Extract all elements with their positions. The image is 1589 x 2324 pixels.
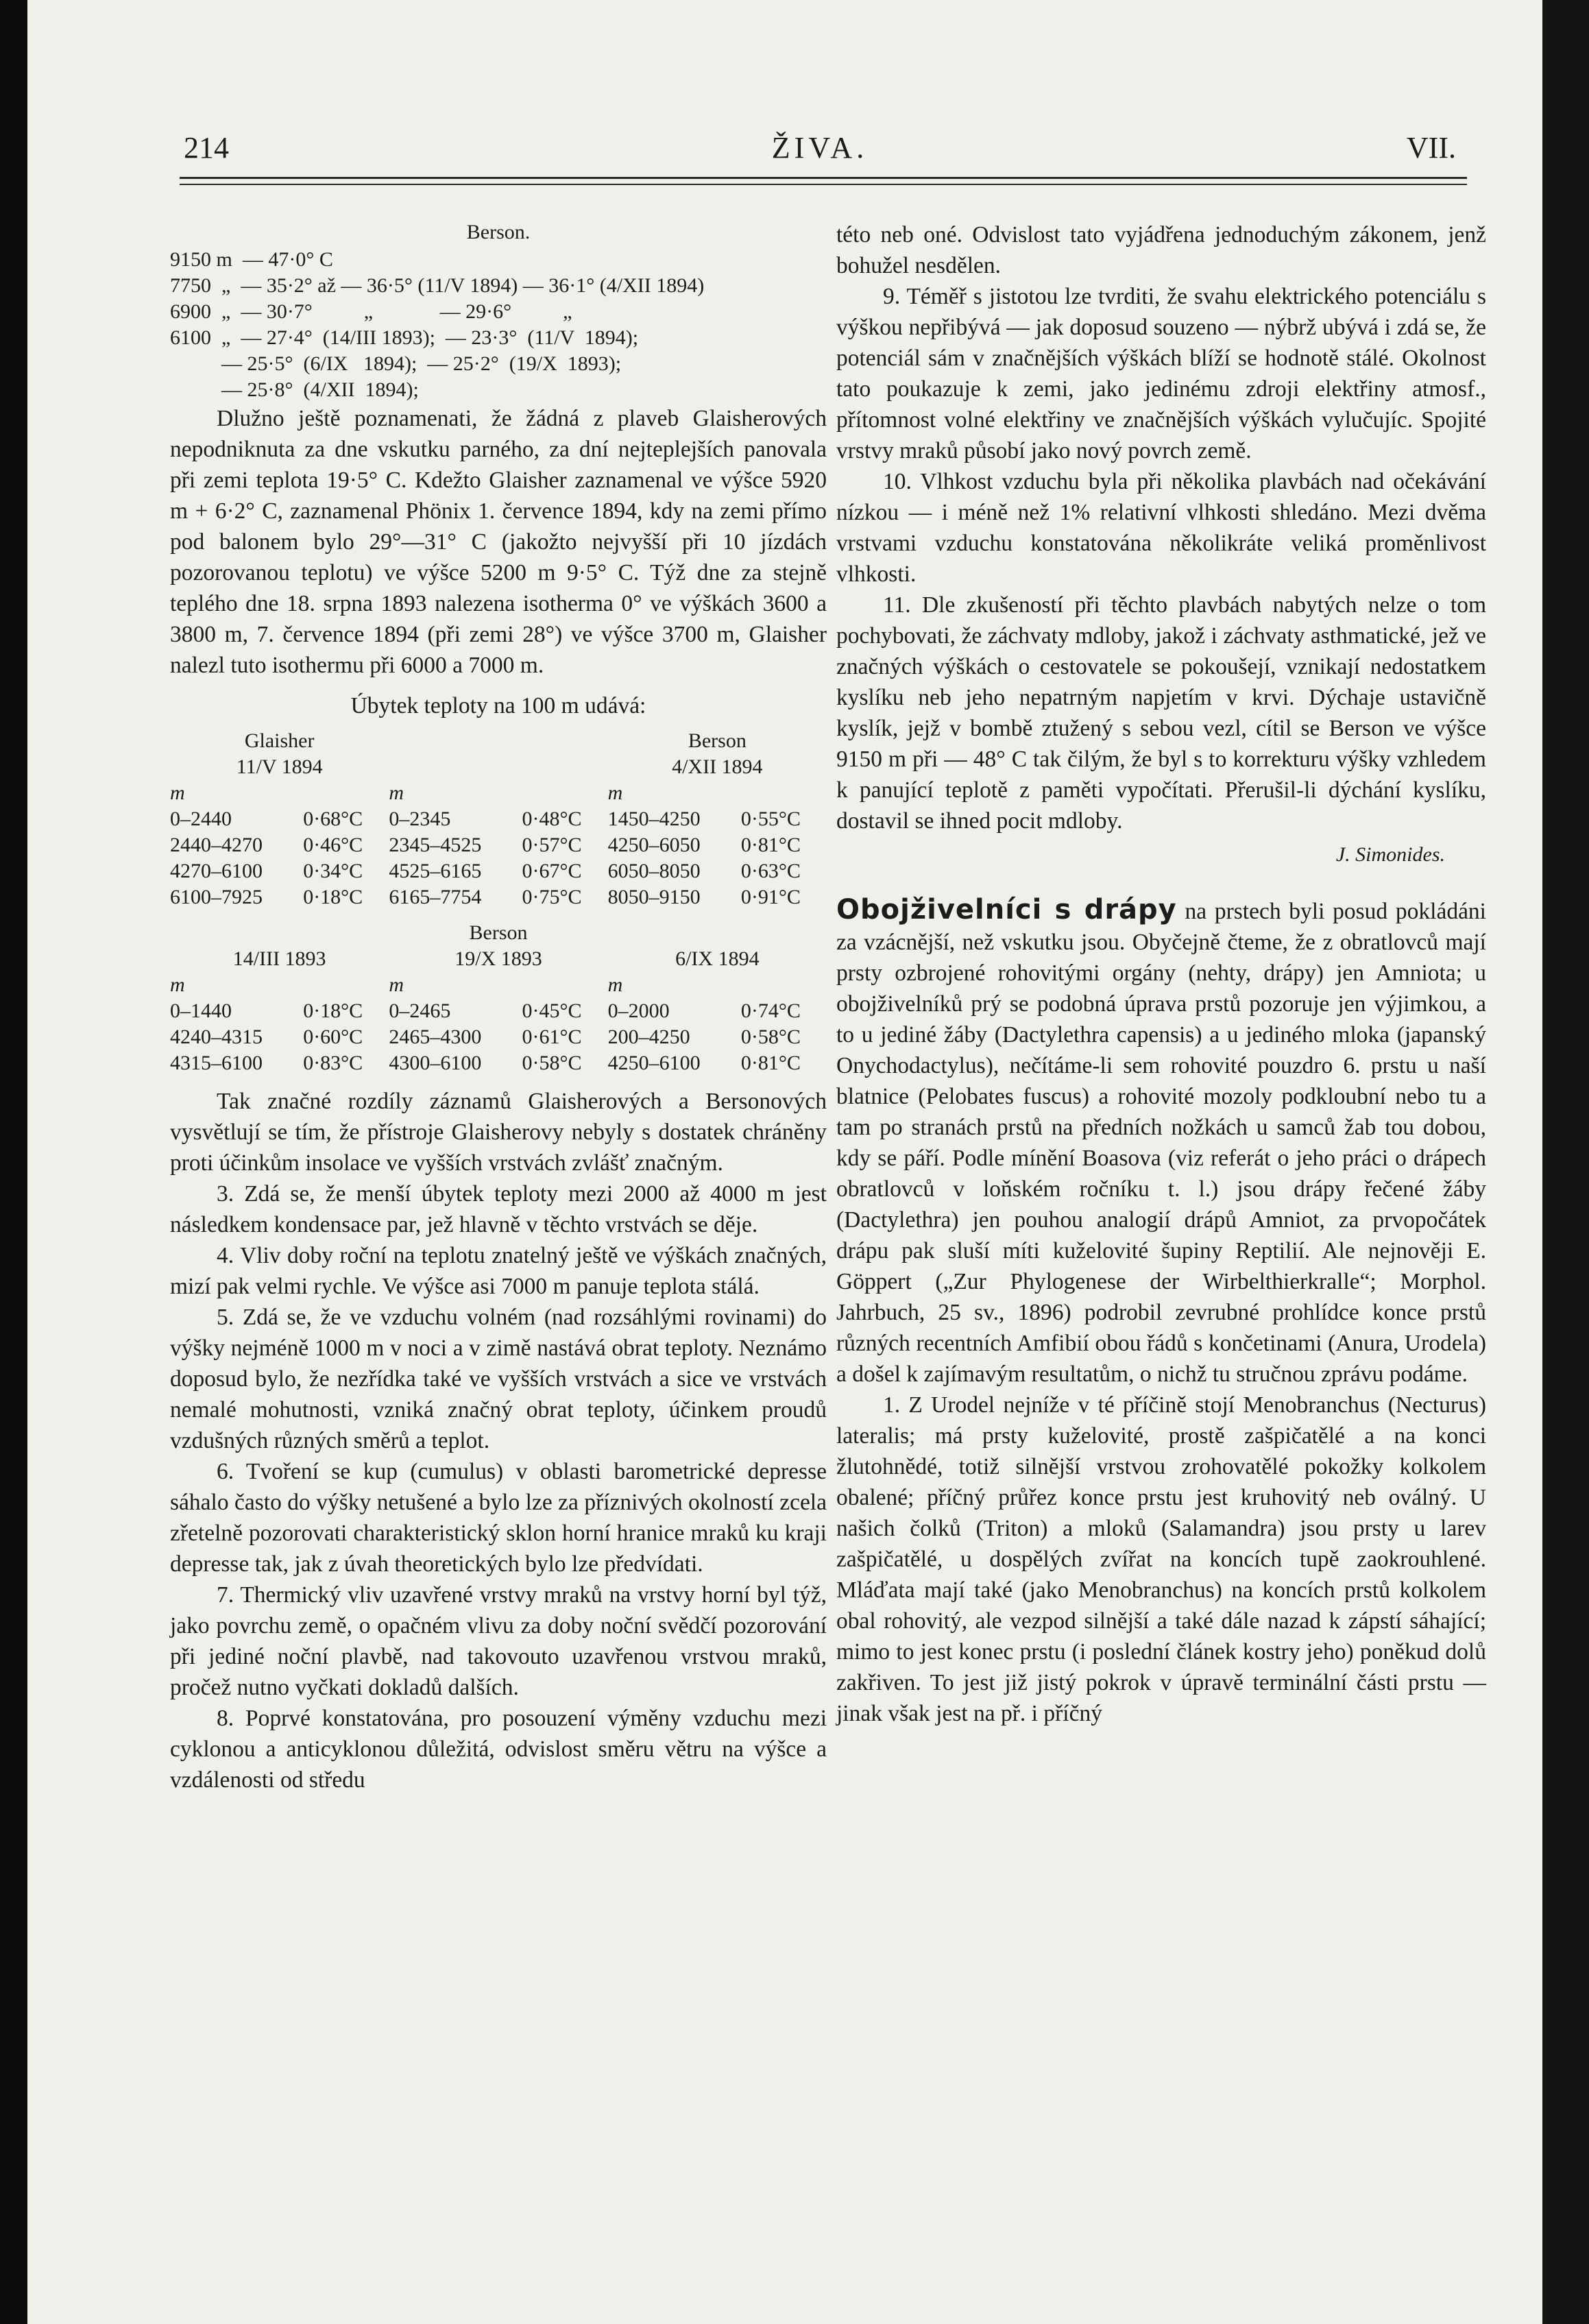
table-date: 6/IX 1894 bbox=[675, 947, 760, 970]
table-intro: Úbytek teploty na 100 m udává: bbox=[350, 693, 646, 718]
paragraph: 7. Thermický vliv uzavřené vrstvy mraků na vrstvy horní byl týž, jako povrchu země, o opačném vlivu za doby noční svědčí pozorování při jediné noční plavbě, nad takovouto uzavřenou vrstvou mraků, pročež nutno vyčkati dokladů dalších. bbox=[170, 1582, 827, 1700]
table-row: 4315–6100 0·83°C 4300–6100 0·58°C 4250–6100 0·81°C bbox=[170, 1052, 801, 1074]
paragraph: 10. Vlhkost vzduchu byla při několika plavbách nad očekávání nízkou — i méně než 1% relativní vlhkosti shledáno. Mezi dvěma vrstvami vzduchu konstatována několikráte veliká proměnlivost vlhkosti. bbox=[836, 469, 1486, 587]
unit-label: m bbox=[170, 973, 185, 996]
table-row: 4270–6100 0·34°C 4525–6165 0·67°C 6050–8050 0·63°C bbox=[170, 860, 801, 882]
paragraph: 8. Poprvé konstatována, pro posouzení výměny vzduchu mezi cyklonou a anticyklonou důležitá, odvislost směru větru na výšce a vzdálenosti od středu bbox=[170, 1706, 827, 1793]
paragraph: Tak značné rozdíly záznamů Glaisherových a Bersonových vysvětlují se tím, že přístroje Glaisherovy nebyly s dostatek chráněny proti účinkům insolace ve vyšších vrstvách zvlášť značným. bbox=[170, 1089, 827, 1176]
table-row: 4240–4315 0·60°C 2465–4300 0·61°C 200–4250 0·58°C bbox=[170, 1026, 801, 1048]
article-opening bbox=[836, 895, 1486, 1390]
temperature-table-2 bbox=[170, 920, 827, 1076]
berson-line: — 25·8° (4/XII 1894); bbox=[170, 378, 419, 401]
paragraph: této neb oné. Odvislost tato vyjádřena jednoduchým zákonem, jenž bohužel nesdělen. bbox=[836, 222, 1486, 278]
table-row: 0–1440 0·18°C 0–2465 0·45°C 0–2000 0·74°C bbox=[170, 1000, 801, 1022]
author-signature: J. Simonides. bbox=[1335, 843, 1445, 866]
paragraph: Dlužno ještě poznamenati, že žádná z plaveb Glaisherových nepodniknuta za dne vskutku parného, za dní nejteplejších panovala při zemi teplota 19·5° C. Kdežto Glaisher zaznamenal ve výšce 5920 m + 6·2° C, zaznamenal Phönix 1. července 1894, kdy na zemi přímo pod balonem bylo 29°—31° C (jakožto nejvyšší při 10 jízdách pozorovanou teplotu) ve výšce 5200 m 9·5° C. Týž dne za stejně teplého dne 18. srpna 1893 nalezena isotherma 0° ve výškách 3600 a 3800 m, 7. července 1894 (při zemi 28°) ve výšce 3700 m, Glaisher nalezl tuto isothermu při 6000 a 7000 m. bbox=[170, 406, 827, 678]
table-date: 4/XII 1894 bbox=[672, 755, 763, 778]
unit-label: m bbox=[389, 973, 404, 996]
paragraph: 4. Vliv doby roční na teplotu znatelný ještě ve výškách značných, mizí pak velmi rychle. Ve výšce asi 7000 m panuje teplota stálá. bbox=[170, 1243, 827, 1299]
paragraph: 6. Tvoření se kup (cumulus) v oblasti barometrické depresse sáhalo často do výšky netušené a bylo lze za příznivých okolností zcela zřetelně pozorovati charakteristický sklon horní hranice mraků ku kraji depresse tak, jak z úvah theoretických bylo lze předvídati. bbox=[170, 1459, 827, 1577]
paragraph: 1. Z Urodel nejníže v té příčině stojí Menobranchus (Necturus) lateralis; má prsty kuželovité, prostě zašpičatělé a na konci žlutohnědé, totiž silnější vrstvou zrohovatělé pokožky kolkolem obalené; příčný průřez konce prstu jest kruhovitý neb oválný. U našich čolků (Triton) a mloků (Salamandra) jsou prsty u larev zašpičatělé, u dospělých zvířat na koncích tupě zaokrouhlené. Mláďata mají také (jako Menobranchus) na koncích prstů kolkolem obal rohovitý, ale vezpod silnější a také dále nazad k zápstí sáhající; mimo to jest konec prstu (i poslední článek kostry jeho) poněkud dolů zakřiven. To jest již jistý pokrok v úpravě terminální části prstu — jinak však jest na př. i příčný bbox=[836, 1392, 1486, 1726]
table-row: 0–2440 0·68°C 0–2345 0·48°C 1450–4250 0·55°C bbox=[170, 808, 801, 830]
table-header: Berson bbox=[688, 729, 747, 752]
unit-label: m bbox=[170, 782, 185, 804]
table-date: 11/V 1894 bbox=[236, 755, 323, 778]
berson-line: — 25·5° (6/IX 1894); — 25·2° (19/X 1893); bbox=[170, 352, 622, 375]
paragraph: 11. Dle zkušeností při těchto plavbách nabytých nelze o tom pochybovati, že záchvaty mdloby, jakož i záchvaty asthmatické, jež ve značných výškách o cestovatele se pokoušejí, vznikají nedostatkem kyslíku neb jeho nepatrným napjetím v krvi. Dýchaje ustavičně kyslík, jejž v bombě ztužený s sebou vezl, cítil se Berson ve výšce 9150 m při — 48° C tak čilým, že byl s to korrekturu výšky vzhledem k panující teplotě z paměti vypočítati. Přerušil-li dýchání kyslíku, dostavil se ihned pocit mdloby. bbox=[836, 592, 1486, 834]
header-rule bbox=[180, 177, 1467, 179]
scan-margin bbox=[0, 0, 27, 2324]
right-column bbox=[836, 219, 1486, 1729]
table-row: 6100–7925 0·18°C 6165–7754 0·75°C 8050–9150 0·91°C bbox=[170, 886, 801, 908]
table-header: Glaisher bbox=[244, 729, 315, 752]
table-row: 2440–4270 0·46°C 2345–4525 0·57°C 4250–6050 0·81°C bbox=[170, 834, 801, 856]
unit-label: m bbox=[607, 973, 623, 996]
berson-line: 7750 „ — 35·2° až — 36·5° (11/V 1894) — 36·1° (4/XII 1894) bbox=[170, 274, 705, 297]
paragraph: 3. Zdá se, že menší úbytek teploty mezi 2000 až 4000 m jest následkem kondensace par, jež hlavně v těchto vrstvách se děje. bbox=[170, 1181, 827, 1237]
unit-label: m bbox=[607, 782, 623, 804]
unit-label: m bbox=[389, 782, 404, 804]
table-date: 19/X 1893 bbox=[454, 947, 542, 970]
article-intro: na prstech byli posud pokládáni za vzácnější, než vskutku jsou. Obyčejně čteme, že z obratlovců mají prsty ozbrojené rohovitými orgány (nehty, drápy) jen Amniota; u obojživelníků prý se podobná úprava prstů pozoruje jen výjimkou, a to u jediné žáby (Dactylethra capensis) a u jediného mloka (japanský Onychodactylus), nečítáme-li sem rohovité pouzdro 6. prstu u naší blatnice (Pelobates fuscus) a rohovité mozoly podkloubní nebo tu a tam po stranách prstů na předních nožkách u samců žab tou dobou, kdy se páří. Podle mínění Boasova (viz referát o jeho práci o drápech obratlovců v loňském ročníku t. l.) jsou drápy řečené žáby (Dactylethra) jen pouhou analogií drápů Amniot, za prvopočátek drápu pak sluší míti kuželovité šupiny Reptilií. Ale nejnověji E. Göppert („Zur Phylogenese der Wirbelthierkralle“; Morphol. Jahrbuch, 25 sv., 1896) podrobil zevrubné prohlídce konce prstů různých recentních Amfibií obou řádů s končetinami (Anura, Urodela) a došel k zajímavým resultatům, o nichž tu stručnou zprávu podáme. bbox=[836, 899, 1486, 1387]
article-headline: Obojživelníci s drápy bbox=[836, 894, 1177, 925]
table-header: Berson bbox=[469, 921, 528, 944]
volume-number: VII. bbox=[1406, 131, 1456, 165]
paragraph: 5. Zdá se, že ve vzduchu volném (nad rozsáhlými rovinami) do výšky nejméně 1000 m v noci a v zimě nastává obrat teploty. Neznámo doposud bylo, že nezřídka také ve vyšších vrstvách a sice ve vrstvách nemalé mohutnosti, vzniká značný obrat teploty, účinkem proudů vzdušných různých směrů a teplot. bbox=[170, 1305, 827, 1453]
berson-heading: Berson. bbox=[466, 221, 531, 243]
berson-readings bbox=[170, 219, 827, 403]
paragraph: 9. Téměř s jistotou lze tvrditi, že svahu elektrického potenciálu s výškou nepřibývá — jak doposud souzeno — nýbrž ubývá i zdá se, že potenciál sám v značnějších výškách blíží se hodnotě stálé. Okolnost tato poukazuje k zemi, jako jedinému zdroji elektřiny atmosf., přítomnost volné elektřiny ve značnějších výškách vylučujíc. Spojité vrstvy mraků působí jako nový povrch země. bbox=[836, 284, 1486, 463]
header-rule-secondary bbox=[180, 184, 1467, 185]
journal-title: ŽIVA. bbox=[771, 131, 869, 165]
table-date: 14/III 1893 bbox=[232, 947, 326, 970]
berson-line: 6100 „ — 27·4° (14/III 1893); — 23·3° (11/V 1894); bbox=[170, 326, 639, 349]
temperature-table-1 bbox=[170, 728, 827, 910]
running-header bbox=[184, 130, 1456, 171]
berson-line: 9150 m — 47·0° C bbox=[170, 248, 333, 271]
page bbox=[27, 0, 1542, 2324]
left-column bbox=[170, 219, 827, 1795]
berson-line: 6900 „ — 30·7° „ — 29·6° „ bbox=[170, 300, 572, 323]
page-number: 214 bbox=[184, 131, 229, 165]
